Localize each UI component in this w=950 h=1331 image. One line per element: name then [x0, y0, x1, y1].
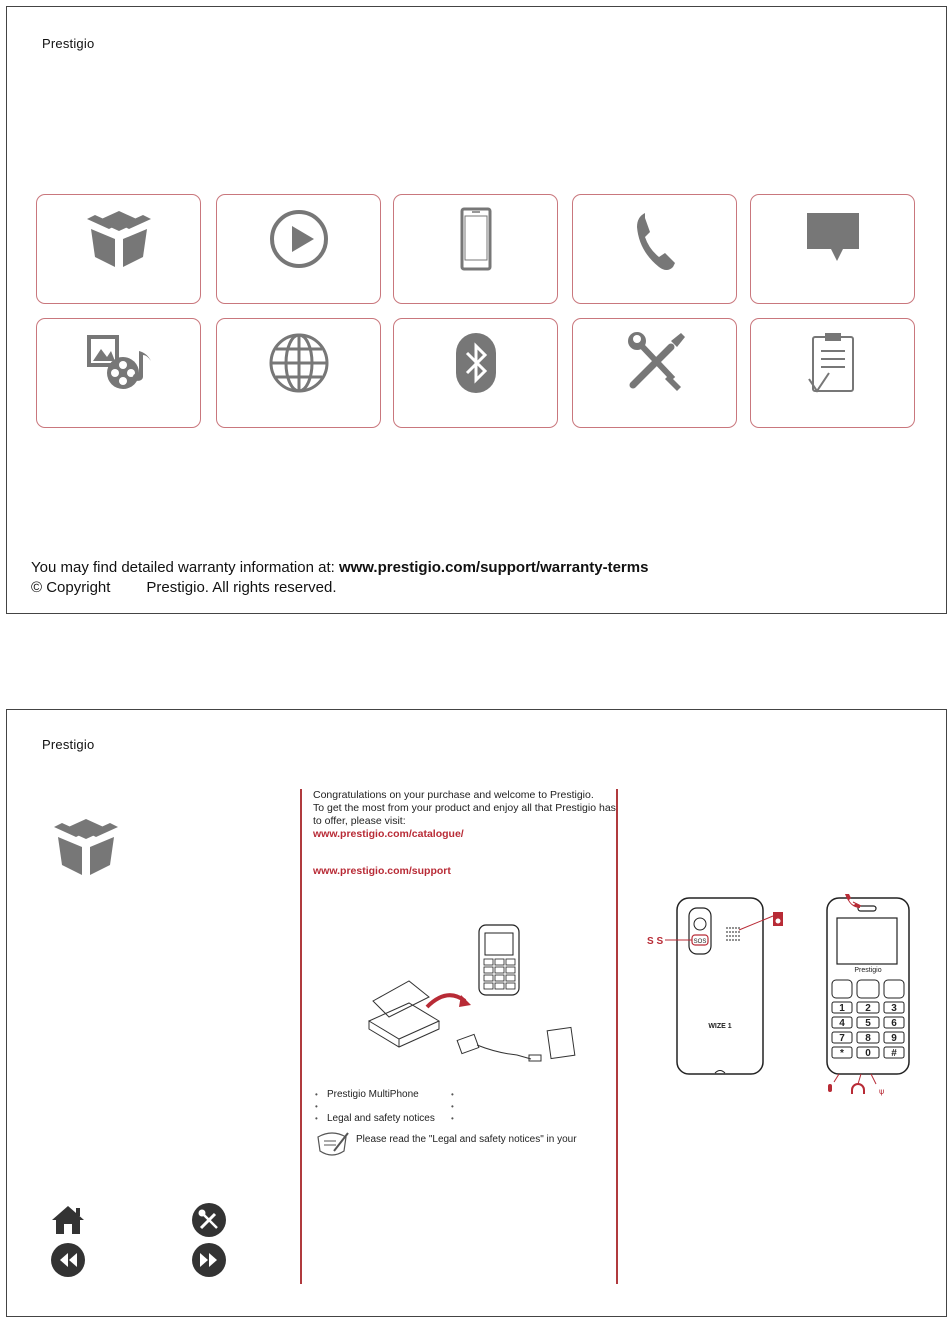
next-icon[interactable] — [191, 1242, 227, 1278]
phone-front — [827, 894, 909, 1096]
manual — [547, 1027, 575, 1058]
warranty-prefix: You may find detailed warranty information at: — [31, 559, 339, 576]
support-link[interactable]: www.prestigio.com/support — [313, 865, 451, 877]
box-icon — [79, 199, 159, 279]
bluetooth-icon — [436, 323, 516, 403]
copyright-left: © Copyright — [31, 579, 111, 596]
phone-front-brand: Prestigio — [854, 967, 882, 974]
tile-smartphone[interactable] — [393, 194, 558, 304]
note-icon — [316, 1129, 350, 1159]
warranty-link[interactable]: www.prestigio.com/support/warranty-terms — [338, 559, 649, 576]
svg-text:9: 9 — [891, 1033, 897, 1044]
intro-line-3: to offer, please visit: — [313, 815, 406, 827]
smartphone-icon — [436, 199, 516, 279]
cover-page — [6, 6, 947, 614]
tile-play[interactable] — [216, 194, 381, 304]
tile-notes[interactable] — [750, 318, 915, 428]
warranty-text — [31, 558, 648, 578]
svg-text:1: 1 — [839, 1003, 845, 1014]
svg-text:3: 3 — [891, 1003, 897, 1014]
column-divider-left — [300, 789, 302, 1284]
svg-text:2: 2 — [865, 1003, 871, 1014]
tile-settings[interactable] — [572, 318, 737, 428]
globe-icon — [259, 323, 339, 403]
catalogue-link[interactable]: www.prestigio.com/catalogue/ — [313, 828, 464, 840]
svg-text:5: 5 — [865, 1018, 871, 1029]
svg-text:#: # — [891, 1048, 897, 1059]
phone-call-icon — [615, 199, 695, 279]
multimedia-icon — [79, 323, 159, 403]
intro-text — [313, 789, 616, 841]
clipboard-check-icon — [793, 323, 873, 403]
safety-note: Please read the "Legal and safety notices" in your — [356, 1134, 577, 1145]
previous-icon[interactable] — [50, 1242, 86, 1278]
phone-back-brand: WIZE 1 — [708, 1023, 732, 1030]
svg-text:8: 8 — [865, 1033, 871, 1044]
svg-text:4: 4 — [839, 1018, 845, 1029]
copyright-line — [31, 578, 337, 598]
tools-icon — [615, 323, 695, 403]
svg-text:ψ: ψ — [879, 1087, 885, 1096]
tile-multimedia[interactable] — [36, 318, 201, 428]
home-icon[interactable] — [50, 1202, 86, 1238]
prestigio-logo: Prestigio — [42, 36, 95, 51]
charger — [457, 1034, 541, 1061]
phone-back — [665, 898, 783, 1074]
contents-item-3: Legal and safety notices — [327, 1113, 435, 1124]
box-icon-large — [41, 807, 131, 887]
sos-callout: S S — [647, 936, 664, 947]
copyright-right: Prestigio. All rights reserved. — [146, 579, 337, 596]
open-box — [369, 981, 439, 1047]
contents-list: • Prestigio MultiPhone • • • • Legal and safety notices • — [315, 1089, 454, 1124]
svg-text:*: * — [840, 1048, 844, 1059]
tile-bluetooth[interactable] — [393, 318, 558, 428]
tile-box[interactable] — [36, 194, 201, 304]
prestigio-logo-2: Prestigio — [42, 737, 95, 752]
contents-item-1: Prestigio MultiPhone — [327, 1089, 419, 1100]
play-icon — [259, 199, 339, 279]
intro-line-2: To get the most from your product and enjoy all that Prestigio has — [313, 802, 616, 814]
svg-text:6: 6 — [891, 1018, 897, 1029]
intro-line-1: Congratulations on your purchase and welcome to Prestigio. — [313, 789, 594, 801]
column-divider-right — [616, 789, 618, 1284]
phone-diagram — [639, 890, 915, 1102]
phone-front-small — [479, 925, 519, 995]
tile-internet[interactable] — [216, 318, 381, 428]
svg-text:0: 0 — [865, 1048, 871, 1059]
tools-nav-icon[interactable] — [191, 1202, 227, 1238]
getting-started-page — [6, 709, 947, 1317]
svg-text:7: 7 — [839, 1033, 845, 1044]
svg-text:SOS: SOS — [693, 939, 707, 945]
message-icon — [793, 199, 873, 279]
tile-calls[interactable] — [572, 194, 737, 304]
tile-messages[interactable] — [750, 194, 915, 304]
package-contents-illustration — [359, 921, 589, 1081]
